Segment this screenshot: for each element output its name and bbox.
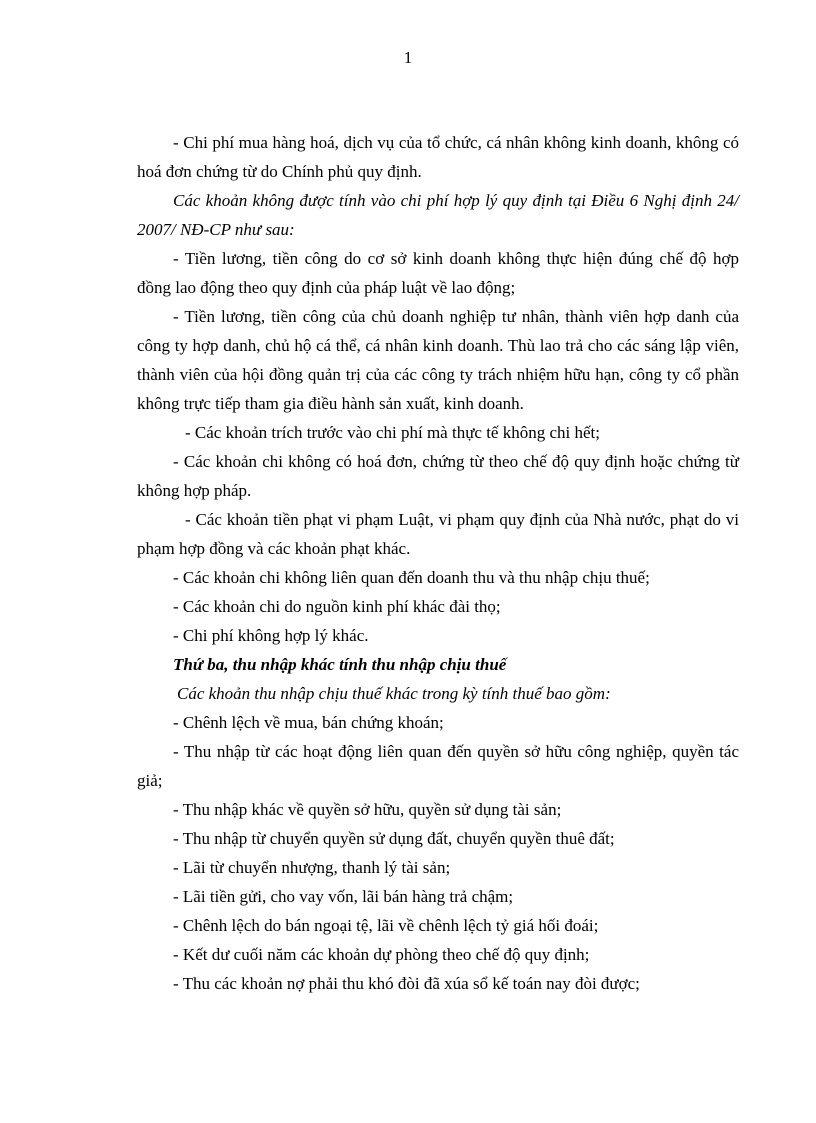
list-item-interest: - Lãi tiền gửi, cho vay vốn, lãi bán hàng trả chậm; — [173, 887, 514, 906]
page-number: 1 — [403, 48, 413, 67]
list-item-provisions: - Kết dư cuối năm các khoản dự phòng theo chế độ quy định; — [173, 945, 590, 964]
document-body — [137, 128, 739, 998]
paragraph-penalties: - Các khoản tiền phạt vi phạm Luật, vi phạm quy định của Nhà nước, phạt do vi phạm hợp đồng và các khoản phạt khác. — [137, 510, 739, 558]
section-heading-other-income: Thứ ba, thu nhập khác tính thu nhập chịu thuế — [173, 655, 507, 674]
paragraph-non-business-purchase: - Chi phí mua hàng hoá, dịch vụ của tổ chức, cá nhân không kinh doanh, không có hoá đơn chứng từ do Chính phủ quy định. — [137, 133, 739, 181]
list-item-property-rights: - Thu nhập khác về quyền sở hữu, quyền sử dụng tài sản; — [173, 800, 562, 819]
list-item-exchange-rate: - Chênh lệch do bán ngoại tệ, lãi về chênh lệch tỷ giá hối đoái; — [173, 916, 599, 935]
list-item-securities: - Chênh lệch về mua, bán chứng khoán; — [173, 713, 444, 732]
paragraph-no-invoice: - Các khoản chi không có hoá đơn, chứng từ theo chế độ quy định hoặc chứng từ không hợp pháp. — [137, 452, 739, 500]
paragraph-accrued-expenses: - Các khoản trích trước vào chi phí mà thực tế không chi hết; — [185, 423, 600, 442]
list-item-bad-debt: - Thu các khoản nợ phải thu khó đòi đã xúa sổ kế toán nay đòi được; — [173, 974, 640, 993]
paragraph-owner-wages: - Tiền lương, tiền công của chủ doanh nghiệp tư nhân, thành viên hợp danh của công ty hợp danh, chủ hộ cá thể, cá nhân kinh doanh. Thù lao trả cho các sáng lập viên, thành viên của hội đồng quản trị của các công ty trách nhiệm hữu hạn, công ty cổ phần không trực tiếp tham gia điều hành sản xuất, kinh doanh. — [137, 307, 739, 413]
list-item-asset-liquidation: - Lãi từ chuyển nhượng, thanh lý tài sản; — [173, 858, 451, 877]
paragraph-other-unreasonable: - Chi phí không hợp lý khác. — [173, 626, 369, 645]
paragraph-other-income-intro: Các khoản thu nhập chịu thuế khác trong kỳ tính thuế bao gồm: — [177, 684, 611, 703]
paragraph-non-deductible-intro: Các khoản không được tính vào chi phí hợp lý quy định tại Điều 6 Nghị định 24/ 2007/ NĐ-CP như sau: — [137, 191, 739, 239]
paragraph-unrelated-expenses: - Các khoản chi không liên quan đến doanh thu và thu nhập chịu thuế; — [173, 568, 650, 587]
list-item-land-transfer: - Thu nhập từ chuyển quyền sử dụng đất, chuyển quyền thuê đất; — [173, 829, 615, 848]
paragraph-other-funded: - Các khoản chi do nguồn kinh phí khác đài thọ; — [173, 597, 501, 616]
paragraph-wages-no-contract: - Tiền lương, tiền công do cơ sở kinh doanh không thực hiện đúng chế độ hợp đồng lao động theo quy định của pháp luật về lao động; — [137, 249, 739, 297]
list-item-intellectual-property: - Thu nhập từ các hoạt động liên quan đến quyền sở hữu công nghiệp, quyền tác giả; — [137, 742, 739, 790]
